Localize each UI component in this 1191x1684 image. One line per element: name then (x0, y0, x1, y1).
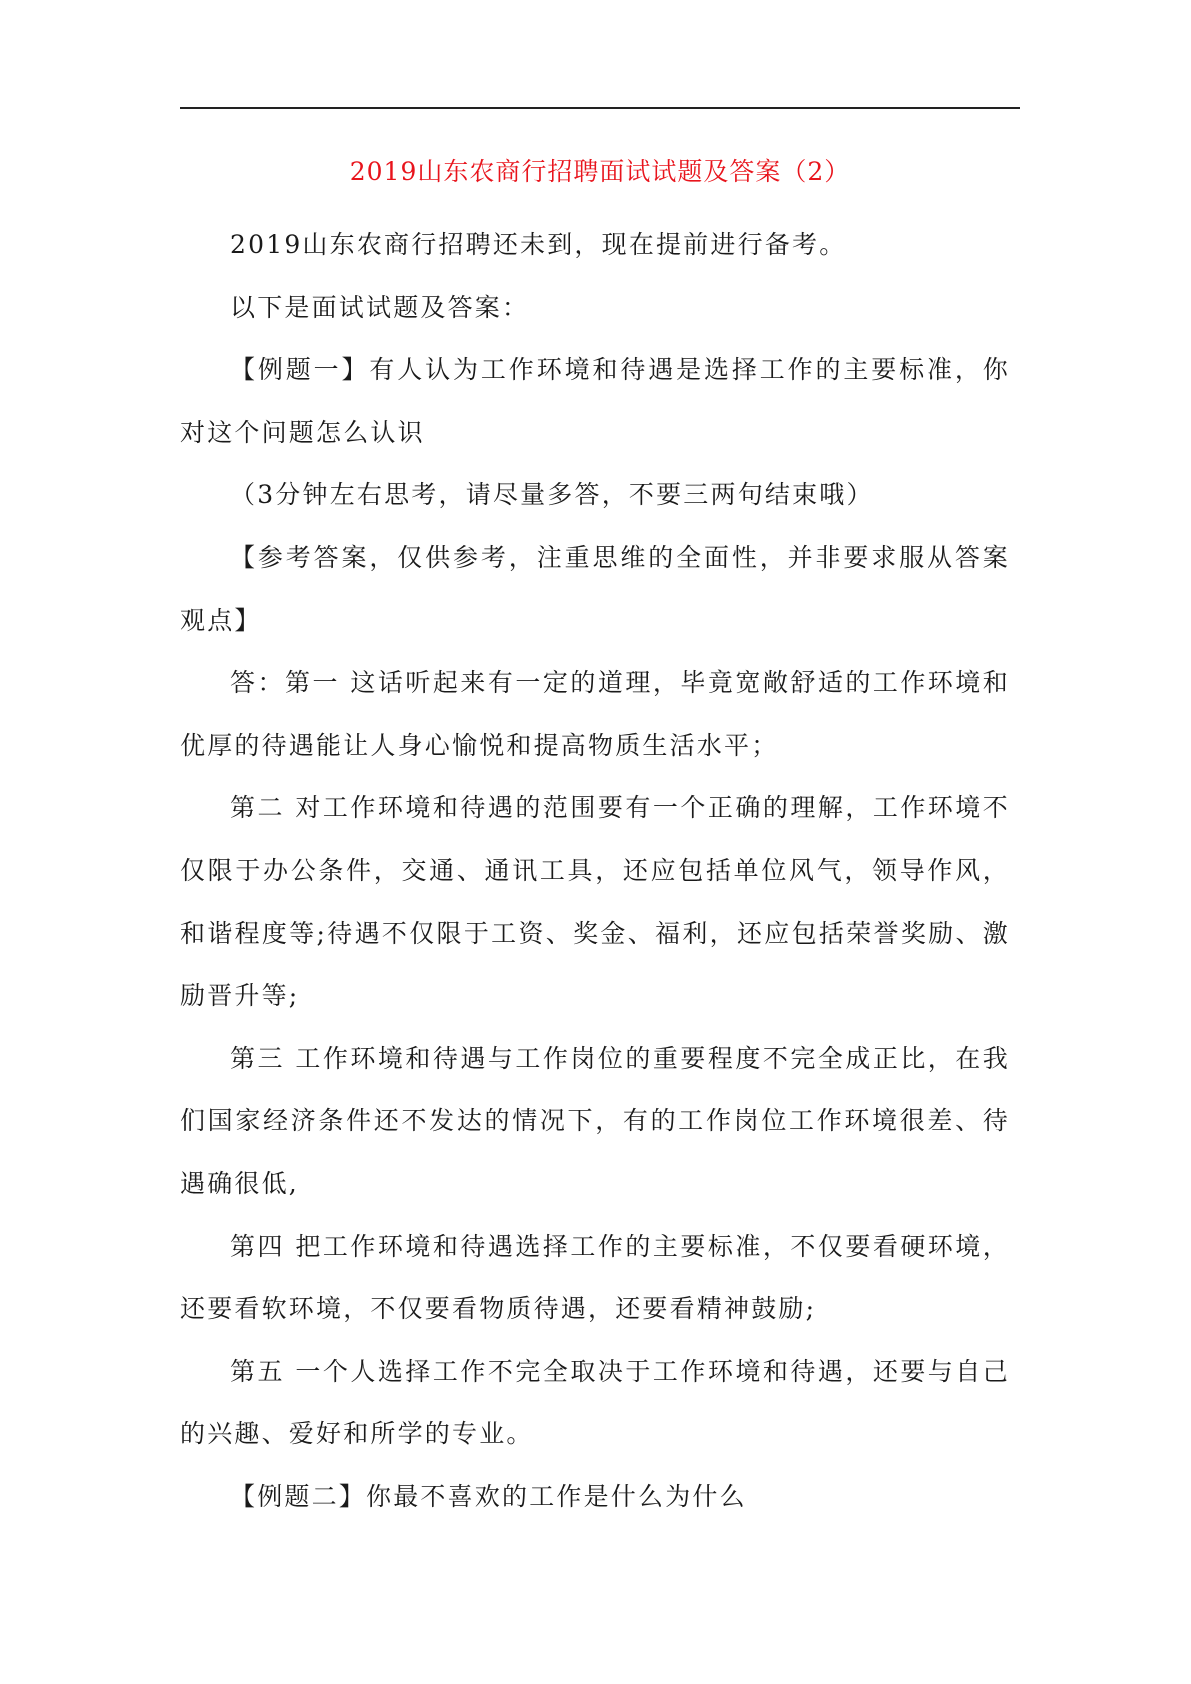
paragraph-answer-fourth: 第四 把工作环境和待遇选择工作的主要标准，不仅要看硬环境，还要看软环境，不仅要看物质待遇，还要看精神鼓励; (180, 1231, 1010, 1324)
document-title: 2019山东农商行招聘面试试题及答案（2） (349, 157, 851, 186)
paragraph-answer-second: 第二 对工作环境和待遇的范围要有一个正确的理解，工作环境不仅限于办公条件，交通、通讯工具，还应包括单位风气，领导作风，和谐程度等;待遇不仅限于工资、奖金、福利，还应包括荣誉奖励、激励晋升等; (180, 793, 1010, 1011)
paragraph-intro: 2019山东农商行招聘还未到，现在提前进行备考。 (230, 230, 847, 259)
paragraph-lead: 以下是面试试题及答案： (230, 292, 530, 322)
paragraph-answer-third: 第三 工作环境和待遇与工作岗位的重要程度不完全成正比，在我们国家经济条件还不发达的情况下，有的工作岗位工作环境很差、待遇确很低, (180, 1043, 1010, 1198)
paragraph-answer-fifth: 第五 一个人选择工作不完全取决于工作环境和待遇，还要与自己的兴趣、爱好和所学的专业。 (180, 1356, 1010, 1449)
paragraph-example-two: 【例题二】你最不喜欢的工作是什么为什么 (230, 1481, 747, 1511)
header-rule (180, 107, 1020, 109)
paragraph-example-one: 【例题一】有人认为工作环境和待遇是选择工作的主要标准，你对这个问题怎么认识 (180, 355, 1010, 447)
paragraph-reference-note: 【参考答案，仅供参考，注重思维的全面性，并非要求服从答案观点】 (180, 542, 1010, 635)
paragraph-answer-first: 答：第一 这话听起来有一定的道理，毕竟宽敞舒适的工作环境和优厚的待遇能让人身心愉悦和提高物质生活水平； (180, 668, 1010, 760)
paragraph-thinking-note: （3分钟左右思考，请尽量多答，不要三两句结束哦） (230, 480, 874, 510)
document-body (180, 214, 1010, 1528)
